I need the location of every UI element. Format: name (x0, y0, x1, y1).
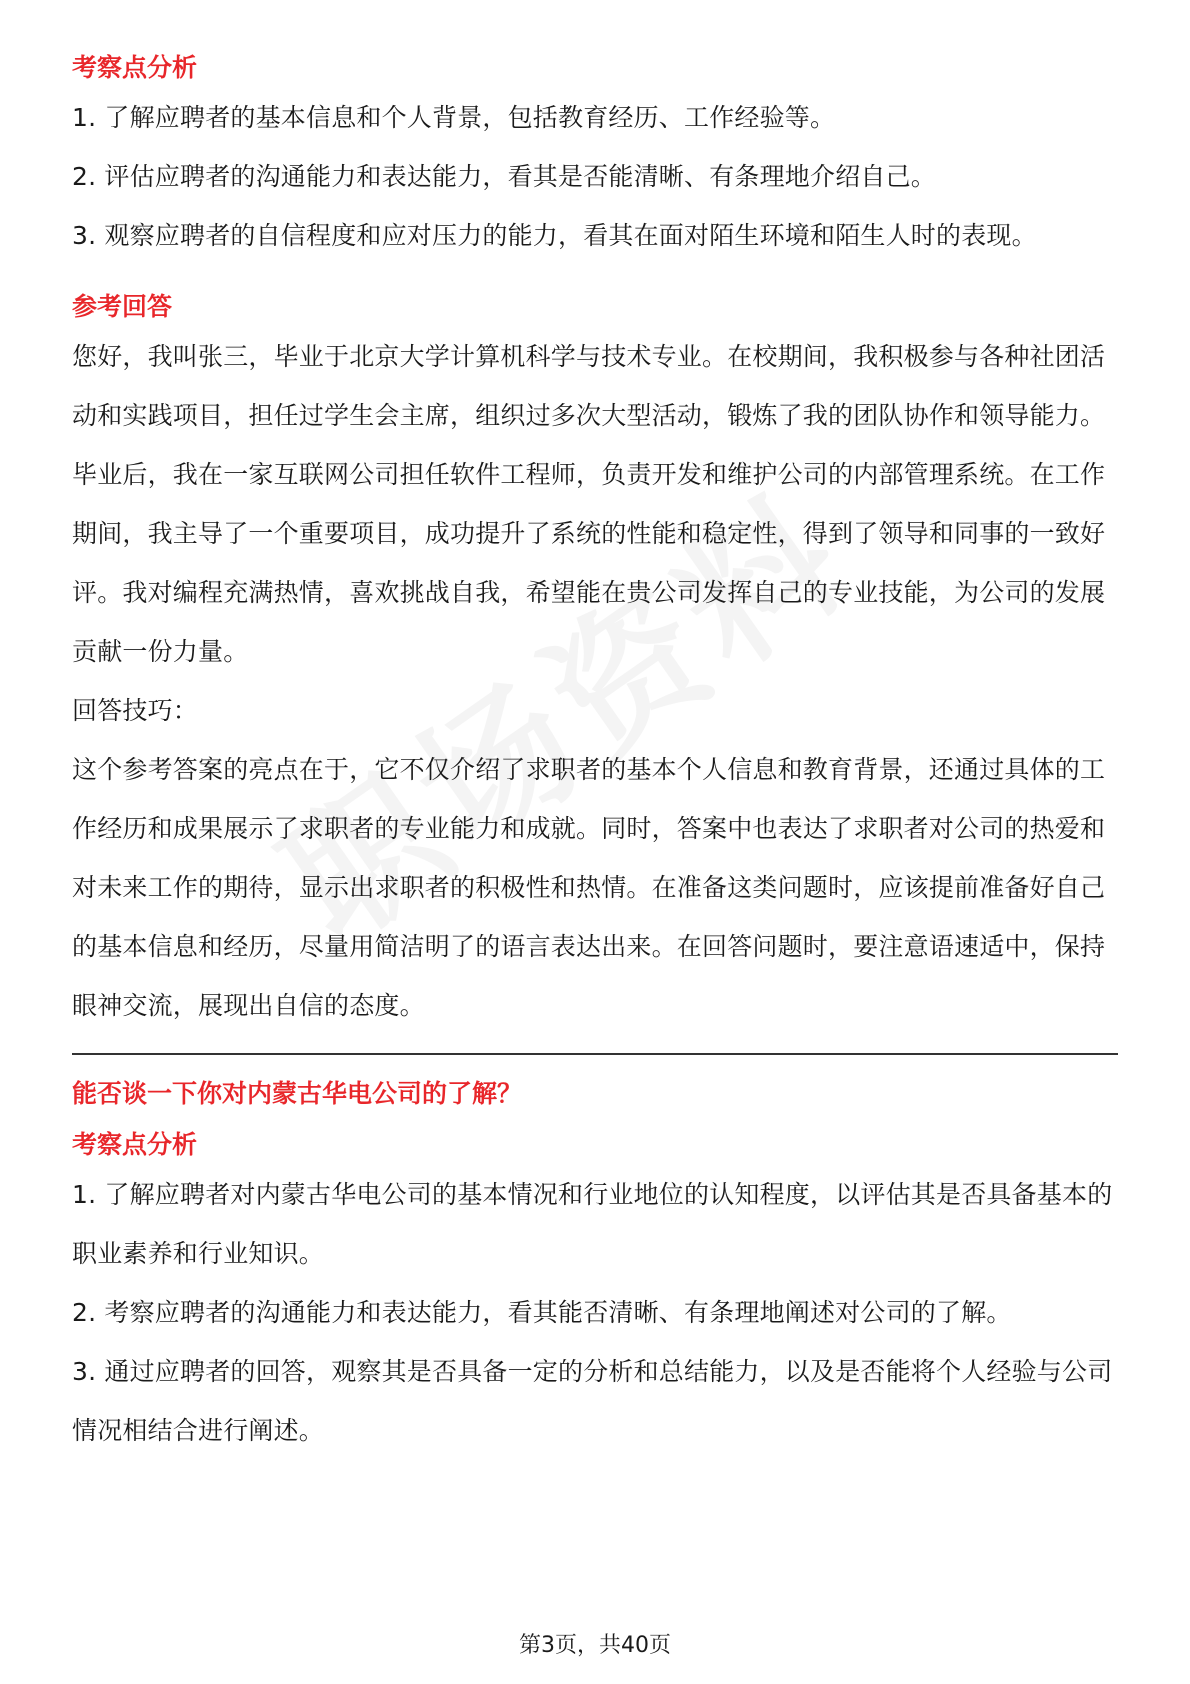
analysis-item: 2. 考察应聘者的沟通能力和表达能力，看其能否清晰、有条理地阐述对公司的了解。 (72, 1298, 1012, 1327)
analysis-item: 1. 了解应聘者对内蒙古华电公司的基本情况和行业地位的认知程度，以评估其是否具备基本的职业素养和行业知识。 (72, 1180, 1113, 1268)
tips-text: 这个参考答案的亮点在于，它不仅介绍了求职者的基本个人信息和教育背景，还通过具体的工作经历和成果展示了求职者的专业能力和成就。同时，答案中也表达了求职者对公司的热爱和对未来工作的期待，显示出求职者的积极性和热情。在准备这类问题时，应该提前准备好自己的基本信息和经历，尽量用简洁明了的语言表达出来。在回答问题时，要注意语速适中，保持眼神交流，展现出自信的态度。 (72, 755, 1106, 1020)
answer-heading: 参考回答 (72, 292, 173, 321)
analysis-item: 1. 了解应聘者的基本信息和个人背景，包括教育经历、工作经验等。 (72, 103, 836, 132)
question-title: 能否谈一下你对内蒙古华电公司的了解？ (72, 1079, 523, 1108)
page-number: 第3页，共40页 (519, 1633, 671, 1658)
analysis-heading: 考察点分析 (72, 53, 198, 82)
tips-label: 回答技巧： (72, 696, 199, 725)
analysis-item: 3. 通过应聘者的回答，观察其是否具备一定的分析和总结能力，以及是否能将个人经验与公司情况相结合进行阐述。 (72, 1357, 1113, 1445)
analysis-heading: 考察点分析 (72, 1130, 198, 1159)
answer-text: 您好，我叫张三，毕业于北京大学计算机科学与技术专业。在校期间，我积极参与各种社团活动和实践项目，担任过学生会主席，组织过多次大型活动，锻炼了我的团队协作和领导能力。毕业后，我在一家互联网公司担任软件工程师，负责开发和维护公司的内部管理系统。在工作期间，我主导了一个重要项目，成功提升了系统的性能和稳定性，得到了领导和同事的一致好评。我对编程充满热情，喜欢挑战自我，希望能在贵公司发挥自己的专业技能，为公司的发展贡献一份力量。 (72, 342, 1106, 666)
analysis-item: 3. 观察应聘者的自信程度和应对压力的能力，看其在面对陌生环境和陌生人时的表现。 (72, 221, 1037, 250)
page-content (72, 48, 1118, 1460)
analysis-item: 2. 评估应聘者的沟通能力和表达能力，看其是否能清晰、有条理地介绍自己。 (72, 162, 937, 191)
section-divider (72, 1053, 1118, 1055)
